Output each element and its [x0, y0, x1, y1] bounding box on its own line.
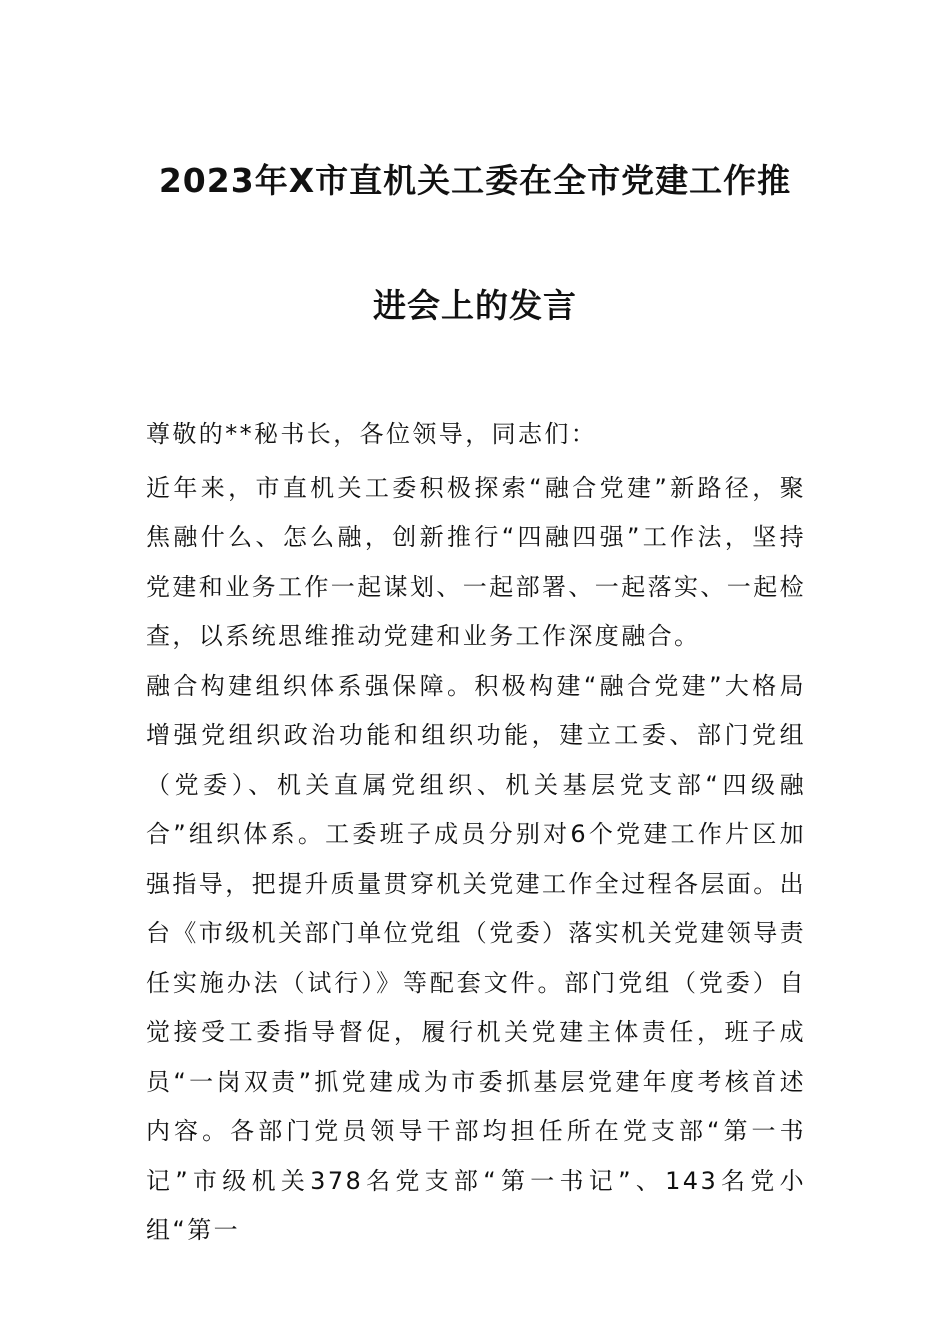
salutation: 尊敬的**秘书长，各位领导，同志们：: [146, 420, 598, 448]
document-title-line-2: 进会上的发言: [373, 286, 577, 325]
document-body: [146, 410, 806, 1256]
paragraph-intro: 近年来，市直机关工委积极探索“融合党建”新路径，聚焦融什么、怎么融，创新推行“四融四强”工作法，坚持党建和业务工作一起谋划、一起部署、一起落实、一起检查，以系统思维推动党建和业务工作深度融合。: [146, 473, 806, 650]
document-title-line-1: 2023年X市直机关工委在全市党建工作推: [158, 161, 792, 200]
paragraph-organization: 融合构建组织体系强保障。积极构建“融合党建”大格局增强党组织政治功能和组织功能，建立工委、部门党组（党委）、机关直属党组织、机关基层党支部“四级融合”组织体系。工委班子成员分别对6个党建工作片区加强指导，把提升质量贯穿机关党建工作全过程各层面。出台《市级机关部门单位党组（党委）落实机关党建领导责任实施办法（试行）》等配套文件。部门党组（党委）自觉接受工委指导督促，履行机关党建主体责任，班子成员“一岗双责”抓党建成为市委抓基层党建年度考核首述内容。各部门党员领导干部均担任所在党支部“第一书记”市级机关378名党支部“第一书记”、143名党小组“第一: [146, 671, 806, 1244]
